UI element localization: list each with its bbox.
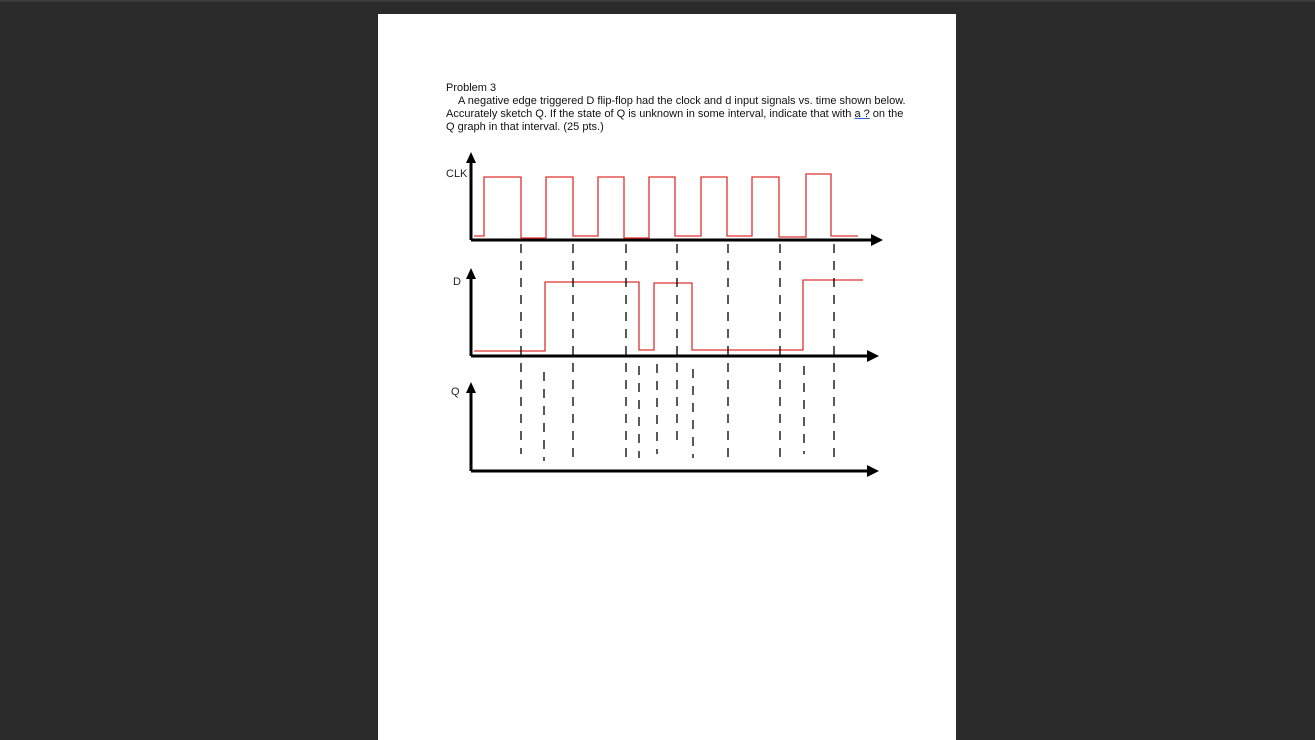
problem-line-1: A negative edge triggered D flip-flop had the clock and d input signals vs. time shown	[458, 95, 872, 107]
clk-waveform	[474, 174, 858, 238]
d-waveform	[474, 280, 863, 351]
timing-guides	[521, 244, 834, 461]
problem-line-2: below. Accurately sketch Q. If the state of Q is unknown in some interval, indicate that	[446, 95, 906, 120]
problem-line-3-pre: with	[831, 108, 852, 120]
q-label: Q	[451, 386, 460, 398]
clk-label: CLK	[446, 168, 468, 180]
problem-line-3-post: on the Q graph in that interval. (25 pts.)	[446, 108, 904, 133]
d-label: D	[453, 276, 461, 288]
window-top-edge	[0, 0, 1315, 2]
question-mark-link[interactable]: a ?	[854, 108, 870, 120]
timing-diagram	[378, 14, 956, 740]
q-axes	[466, 382, 879, 477]
document-page	[378, 14, 956, 740]
problem-title: Problem 3	[446, 82, 497, 94]
d-axes	[466, 268, 879, 362]
